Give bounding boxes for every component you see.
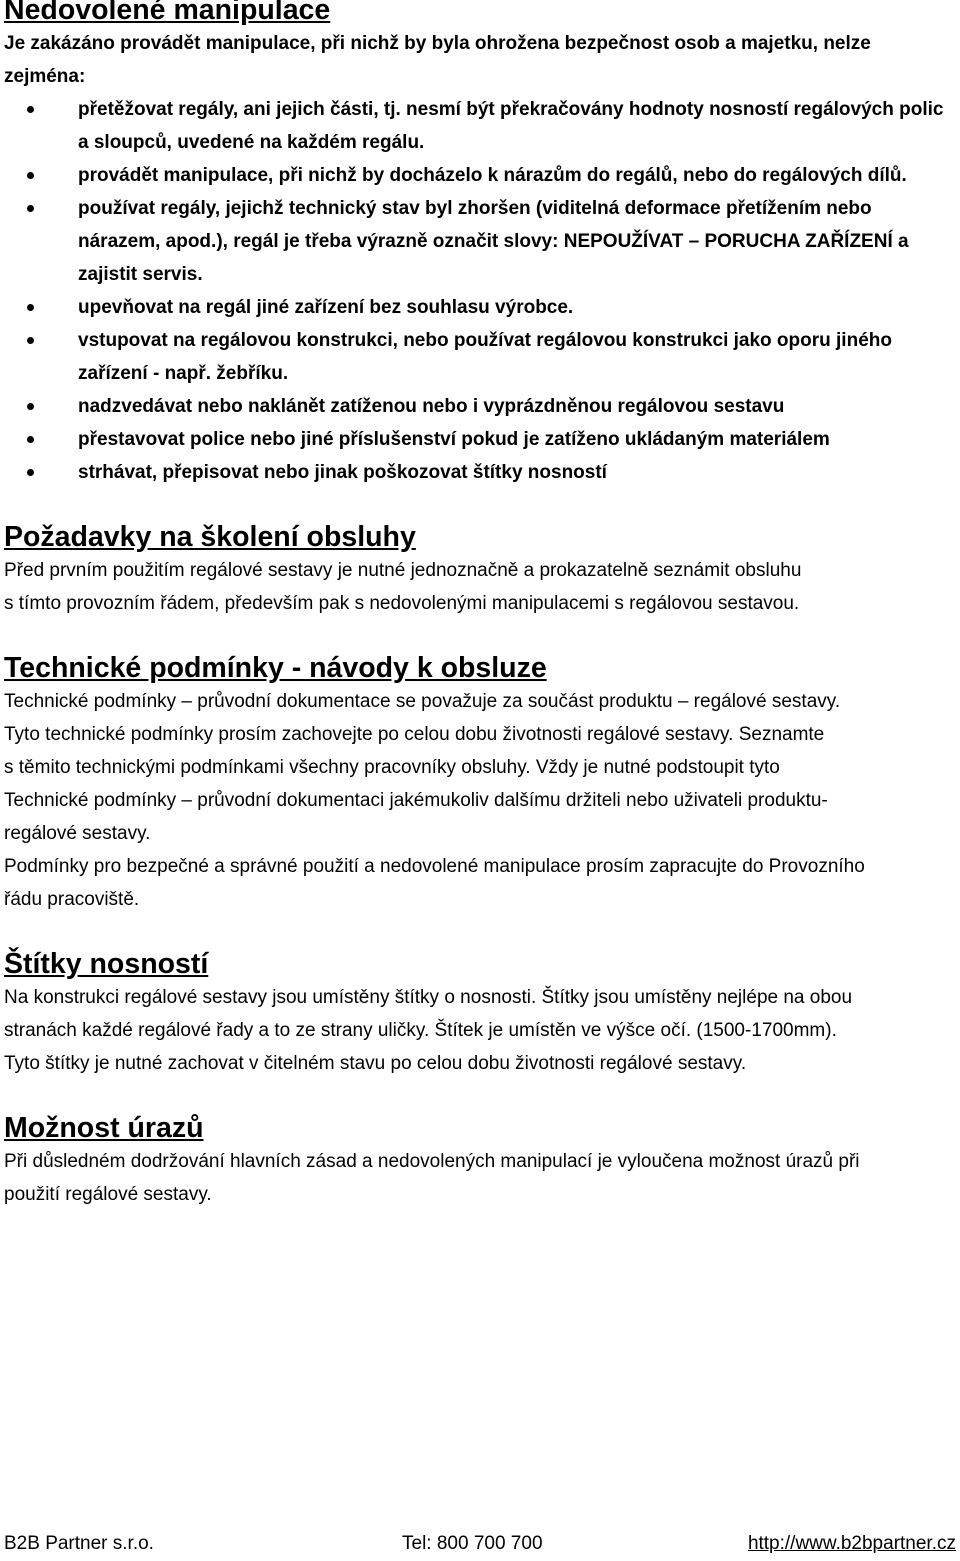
- list-item-text: vstupovat na regálovou konstrukci, nebo používat regálovou konstrukci jako oporu jiného zařízení - např. žebříku.: [78, 330, 892, 384]
- bullet-icon: [27, 337, 34, 344]
- technical-line: Technické podmínky – průvodní dokumentace se považuje za součást produktu – regálové sestavy.: [4, 691, 841, 712]
- training-line: s tímto provozním řádem, především pak s nedovolenými manipulacemi s regálovou sestavou.: [4, 593, 800, 614]
- list-item-text: používat regály, jejichž technický stav byl zhoršen (viditelná deformace přetížením nebo nárazem, apod.), regál je třeba výrazně označit slovy: NEPOUŽÍVAT – PORUCHA ZAŘÍZENÍ a zajistit servis.: [78, 198, 909, 285]
- bullet-icon: [27, 172, 34, 179]
- list-item: [4, 390, 956, 423]
- section-title-technical-conditions: Technické podmínky - návody k obsluze: [4, 652, 547, 684]
- spacer: [4, 620, 956, 652]
- bullet-icon: [27, 106, 34, 113]
- list-item: [4, 324, 948, 390]
- bullet-icon: [27, 304, 34, 311]
- list-item: [4, 93, 948, 159]
- technical-line: s těmito technickými podmínkami všechny pracovníky obsluhy. Vždy je nutné podstoupit tyto: [4, 757, 780, 778]
- section-title-injury-risk: Možnost úrazů: [4, 1112, 204, 1144]
- list-item-text: nadzvedávat nebo naklánět zatíženou nebo i vyprázdněnou regálovou sestavu: [78, 396, 785, 417]
- spacer: [4, 1080, 956, 1112]
- labels-line: stranách každé regálové řady a to ze strany uličky. Štítek je umístěn ve výšce očí. (1500-1700mm).: [4, 1020, 837, 1041]
- list-item-text: strhávat, přepisovat nebo jinak poškozovat štítky nosností: [78, 462, 607, 483]
- list-item: [4, 159, 956, 192]
- spacer: [4, 489, 956, 521]
- labels-line: Na konstrukci regálové sestavy jsou umístěny štítky o nosnosti. Štítky jsou umístěny nejlépe na obou: [4, 987, 853, 1008]
- training-line: Před prvním použitím regálové sestavy je nutné jednoznačně a prokazatelně seznámit obsluhu: [4, 560, 802, 581]
- bullet-icon: [27, 436, 34, 443]
- technical-line: Podmínky pro bezpečné a správné použití a nedovolené manipulace prosím zapracujte do Provozního: [4, 856, 865, 877]
- section-title-training: Požadavky na školení obsluhy: [4, 521, 416, 553]
- labels-line: Tyto štítky je nutné zachovat v čitelném stavu po celou dobu životnosti regálové sestavy.: [4, 1053, 747, 1074]
- document-page: [4, 0, 956, 1211]
- footer-phone: Tel: 800 700 700: [402, 1533, 543, 1554]
- list-item: [4, 192, 958, 291]
- injury-line: použití regálové sestavy.: [4, 1184, 212, 1205]
- list-item-text: přetěžovat regály, ani jejich části, tj. nesmí být překračovány hodnoty nosností regálových polic a sloupců, uvedené na každém regálu.: [78, 99, 944, 153]
- technical-line: regálové sestavy.: [4, 823, 151, 844]
- forbidden-list: [4, 93, 956, 489]
- list-item-text: provádět manipulace, při nichž by docházelo k nárazům do regálů, nebo do regálových dílů.: [78, 165, 907, 186]
- section-title-forbidden-handling: Nedovolené manipulace: [4, 0, 331, 26]
- section-title-load-labels: Štítky nosností: [4, 948, 209, 980]
- list-item: [4, 456, 956, 489]
- technical-line: Technické podmínky – průvodní dokumentaci jakémukoliv dalšímu držiteli nebo uživateli produktu-: [4, 790, 828, 811]
- list-item-text: přestavovat police nebo jiné příslušenství pokud je zatíženo ukládaným materiálem: [78, 429, 830, 450]
- page-footer: [4, 1527, 956, 1560]
- technical-line: Tyto technické podmínky prosím zachovejte po celou dobu životnosti regálové sestavy. Seznamte: [4, 724, 825, 745]
- spacer: [4, 916, 956, 948]
- injury-line: Při důsledném dodržování hlavních zásad a nedovolených manipulací je vyloučena možnost úrazů při: [4, 1151, 860, 1172]
- bullet-icon: [27, 469, 34, 476]
- list-item: [4, 423, 956, 456]
- list-item-text: upevňovat na regál jiné zařízení bez souhlasu výrobce.: [78, 297, 574, 318]
- bullet-icon: [27, 403, 34, 410]
- list-item: [4, 291, 956, 324]
- footer-company: B2B Partner s.r.o.: [4, 1533, 154, 1554]
- technical-line: řádu pracoviště.: [4, 889, 140, 910]
- forbidden-intro: Je zakázáno provádět manipulace, při nichž by byla ohrožena bezpečnost osob a majetku, nelze zejména:: [4, 33, 871, 87]
- bullet-icon: [27, 205, 34, 212]
- footer-website-link[interactable]: http://www.b2bpartner.cz: [747, 1533, 956, 1554]
